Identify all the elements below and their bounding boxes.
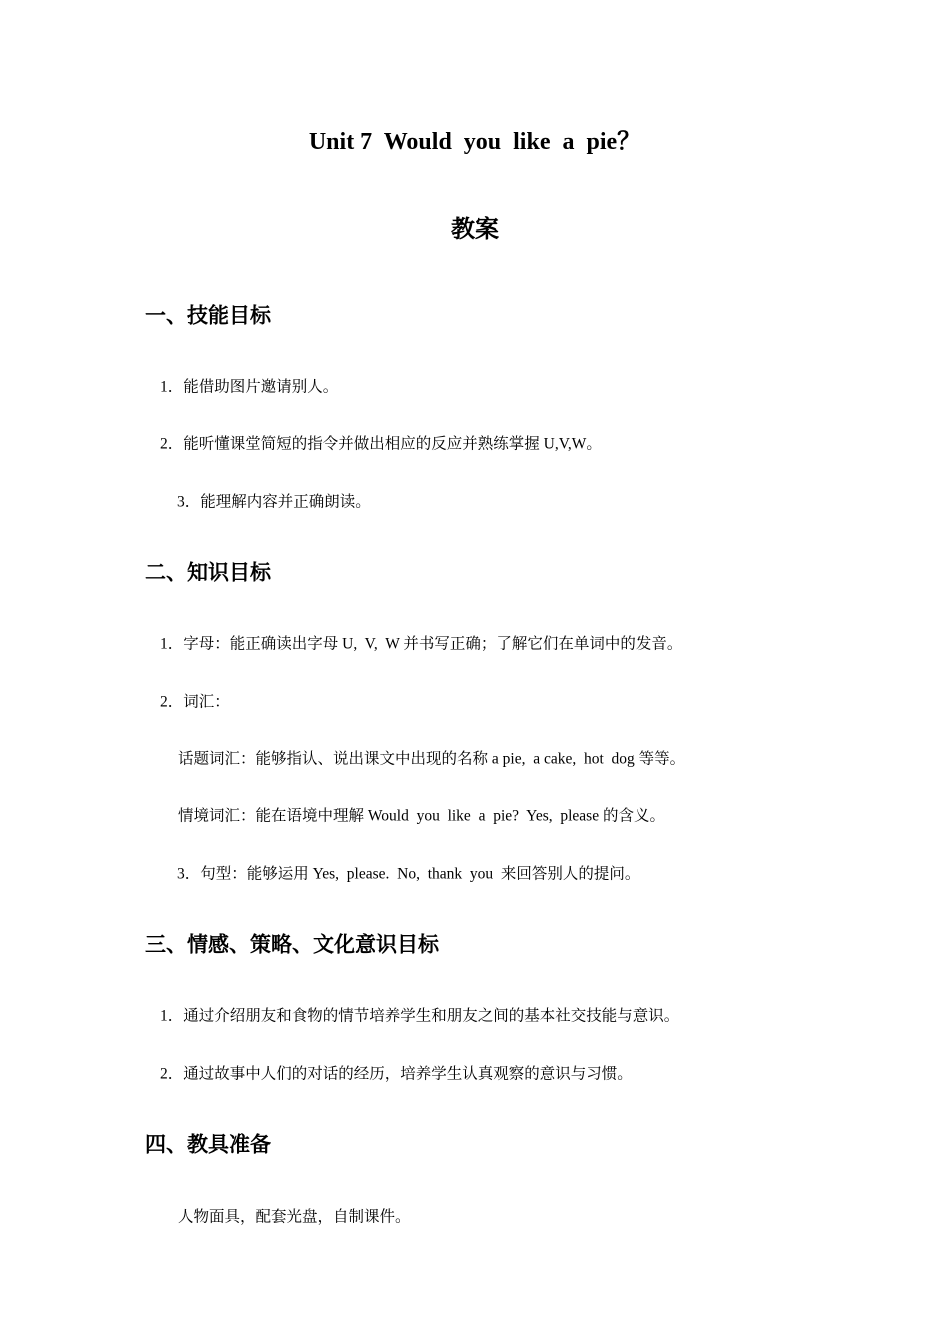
list-item: 2．词汇： <box>160 693 230 711</box>
list-item: 人物面具，配套光盘，自制课件。 <box>178 1208 411 1226</box>
document-title: Unit 7 Would you like a pie？ <box>308 129 642 155</box>
list-item: 3．句型：能够运用 Yes, please. No, thank you 来回答别人的提问。 <box>177 865 641 883</box>
list-item: 情境词汇：能在语境中理解 Would you like a pie? Yes, please 的含义。 <box>178 807 665 825</box>
list-item: 话题词汇：能够指认、说出课文中出现的名称 a pie, a cake, hot dog 等等。 <box>178 750 686 768</box>
list-item: 3．能理解内容并正确朗读。 <box>177 493 371 511</box>
document-subtitle: 教案 <box>451 215 499 243</box>
section-heading-knowledge: 二、知识目标 <box>145 560 271 585</box>
list-item: 1．字母：能正确读出字母 U, V, W 并书写正确；了解它们在单词中的发音。 <box>160 635 683 653</box>
list-item: 2．通过故事中人们的对话的经历，培养学生认真观察的意识与习惯。 <box>160 1065 633 1083</box>
list-item: 2．能听懂课堂简短的指令并做出相应的反应并熟练掌握 U,V,W。 <box>160 435 602 453</box>
list-item: 1．能借助图片邀请别人。 <box>160 378 339 396</box>
section-heading-affective: 三、情感、策略、文化意识目标 <box>145 932 439 957</box>
section-heading-skills: 一、技能目标 <box>145 303 271 328</box>
list-item: 1．通过介绍朋友和食物的情节培养学生和朋友之间的基本社交技能与意识。 <box>160 1007 680 1025</box>
section-heading-materials: 四、教具准备 <box>145 1132 271 1157</box>
